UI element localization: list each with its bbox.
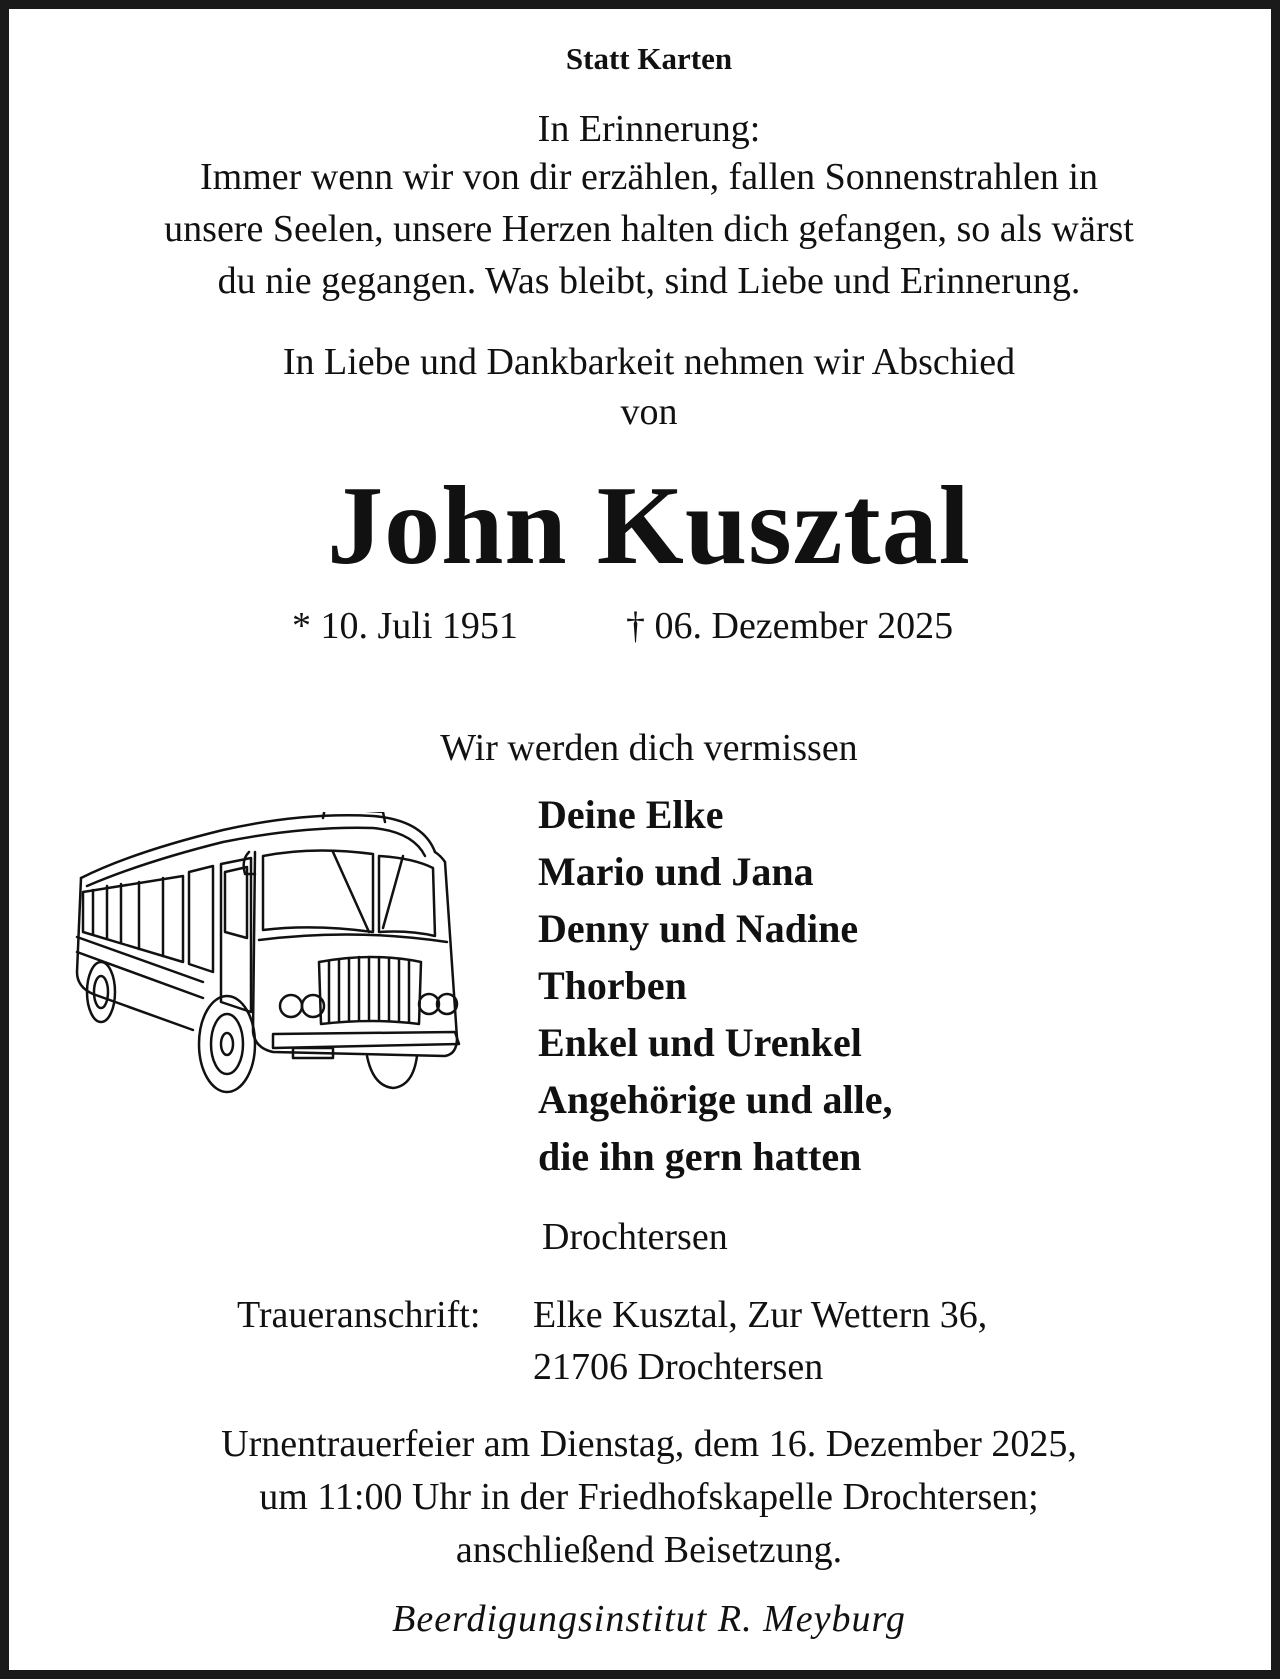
- vintage-bus-icon: [73, 812, 493, 1114]
- ceremony-line: anschließend Beisetzung.: [455, 1529, 843, 1571]
- undertaker-name: Beerdigungsinstitut R. Meyburg: [392, 1598, 906, 1640]
- mourner-line: Thorben: [538, 963, 687, 1008]
- address-line: 21706 Drochtersen: [533, 1346, 824, 1388]
- mourner-line: Mario und Jana: [538, 849, 814, 894]
- poem-text: [9, 151, 1280, 307]
- poem-line: unsere Seelen, unsere Herzen halten dich gefangen, so als wärst: [164, 208, 1134, 250]
- poem-line: du nie gegangen. Was bleibt, sind Liebe und Erinnerung.: [217, 260, 1081, 302]
- miss-text: Wir werden dich vermissen: [440, 727, 858, 769]
- ceremony-text: [9, 1418, 1280, 1577]
- address-line: Elke Kusztal, Zur Wettern 36,: [533, 1294, 988, 1336]
- poem-title: In Erinnerung:: [537, 108, 761, 150]
- header-text: Statt Karten: [565, 41, 733, 76]
- mourner-line: Enkel und Urenkel: [538, 1020, 862, 1065]
- poem-line: Immer wenn wir von dir erzählen, fallen Sonnenstrahlen in: [200, 156, 1098, 198]
- address-label: Traueranschrift:: [237, 1294, 481, 1336]
- farewell-line: von: [620, 391, 678, 433]
- death-date: † 06. Dezember 2025: [626, 605, 954, 647]
- mourner-line: Deine Elke: [538, 792, 724, 837]
- birth-date: * 10. Juli 1951: [292, 605, 518, 647]
- place-text: Drochtersen: [542, 1216, 728, 1258]
- address-lines: [533, 1289, 987, 1393]
- ceremony-line: Urnentrauerfeier am Dienstag, dem 16. Dezember 2025,: [221, 1423, 1077, 1465]
- mourner-line: Angehörige und alle,: [538, 1077, 893, 1122]
- mourners-list: [538, 786, 892, 1185]
- mourner-line: die ihn gern hatten: [538, 1134, 862, 1179]
- farewell-line: In Liebe und Dankbarkeit nehmen wir Abschied: [282, 341, 1016, 383]
- mourner-line: Denny und Nadine: [538, 906, 859, 951]
- farewell-text: [9, 337, 1280, 437]
- deceased-name: John Kusztal: [327, 464, 971, 588]
- ceremony-line: um 11:00 Uhr in der Friedhofskapelle Drochtersen;: [259, 1476, 1039, 1518]
